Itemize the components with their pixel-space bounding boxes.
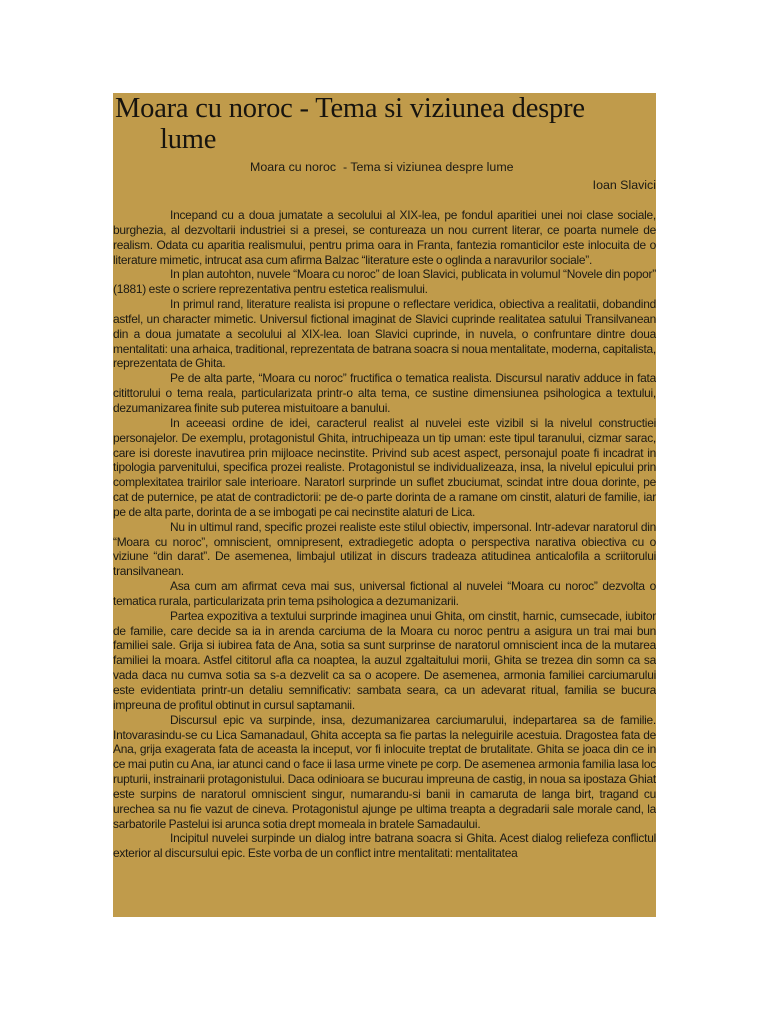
document-title-line-2: lume [160, 124, 217, 155]
document-title [113, 93, 656, 155]
paragraph: In primul rand, literature realista isi propune o reflectare veridica, obiectiva a realitatii, dobandind astfel, un character mimetic. Universul fictional imaginat de Slavici cuprinde realitatea satului Transilvanean din a doua jumatate a secolului al XIX-lea. Ioan Slavici cuprinde, in nuvela, o confruntare dintre doua mentalitati: una arhaica, traditional, reprezentata de batrana soacra si noua mentalitate, moderna, capitalista, reprezentata de Ghita. [113, 297, 656, 371]
document-title-line-1: Moara cu noroc - Tema si viziunea despre [115, 93, 585, 124]
document-page [113, 93, 656, 917]
paragraph: In plan autohton, nuvele “Moara cu noroc” de Ioan Slavici, publicata in volumul “Novele din popor” (1881) este o scriere reprezentativa pentru estetica realismului. [113, 267, 656, 297]
document-subtitle: Moara cu noroc - Tema si viziunea despre lume [250, 160, 514, 174]
paragraph: Nu in ultimul rand, specific prozei realiste este stilul obiectiv, impersonal. Intr-adevar naratorul din “Moara cu noroc”, omniscient, omnipresent, extradiegetic adopta o perspectiva narativa obiectiva cu o viziune “din darat”. De asemenea, limbajul utilizat in discurs tradeaza atitudinea anticalofila a scriitorului transilvanean. [113, 519, 656, 579]
paragraph: In aceeasi ordine de idei, caracterul realist al nuvelei este vizibil si la nivelul constructiei personajelor. De exemplu, protagonistul Ghita, intruchipeaza un tip uman: este tipul taranului, cizmar sarac, care isi doreste inavutirea prin mijloace necinstite. Privind sub acest aspect, personajul poate fi incadrat in tipologia parvenitului, specifica prozei realiste. Protagonistul se individualizeaza, insa, la nivelul epicului prin complexitatea trairilor sale interioare. Naratorl surprinde un suflet zbuciumat, scindat intre doua dorinte, pe cat de puternice, pe atat de contradictorii: pe de-o parte dorinta de a ramane om cinstit, alaturi de familie, iar pe de alta parte, dorinta de a se imbogati pe cai necinstite alaturi de Lica. [113, 415, 656, 519]
paragraph: Pe de alta parte, “Moara cu noroc” fructifica o tematica realista. Discursul narativ adduce in fata citittorului o tema reala, particularizata printr-o alta tema, ce sustine dimensiunea psihologica a textului, dezumanizarea finite sub puterea mistuitoare a banului. [113, 371, 656, 415]
document-author: Ioan Slavici [592, 178, 656, 192]
paragraph: Discursul epic va surpinde, insa, dezumanizarea carciumarului, indepartarea sa de familie. Intovarasindu-se cu Lica Samanadaul, Ghita accepta sa fie partas la neleguirile acestuia. Dragostea fata de Ana, grija exagerata fata de aceasta la inceput, vor fi inlocuite treptat de brutalitate. Ghita se joaca din ce in ce mai putin cu Ana, iar atunci cand o face ii lasa urme vinete pe corp. De asemenea armonia familia lasa loc rupturii, instrainarii protagonistului. Daca odinioara se bucurau impreuna de castig, in noua sa ipostaza Ghiat este surpins de naratorul omniscient singur, numarandu-si banii in camaruta de langa birt, tragand cu urechea sa nu fie vazut de cineva. Protagonistul ajunge pe ultima treapta a degradarii sale morale cand, la sarbatorile Pastelui isi arunca sotia drept momeala in bratele Samadaului. [113, 712, 656, 831]
paragraph: Partea expozitiva a textului surprinde imaginea unui Ghita, om cinstit, harnic, cumsecade, iubitor de familie, care decide sa ia in arenda carciuma de la Moara cu noroc pentru a asigura un trai mai bun familiei sale. Grija si iubirea fata de Ana, sotia sa sunt surprinse de naratorul omniscient inca de la mutarea familiei la moara. Astfel cititorul afla ca noaptea, la auzul zgaltaitului morii, Ghita se trezea din somn ca sa vada daca nu cumva sotia sa s-a dezvelit ca sa o acopere. De asemenea, armonia familiei carciumarului este evidentiata printr-un detaliu semnificativ: sambata seara, ca un adevarat ritual, familia se bucura impreuna de profitul obtinut in cursul saptamanii. [113, 608, 656, 712]
paragraph: Asa cum am afirmat ceva mai sus, universal fictional al nuvelei “Moara cu noroc” dezvolta o tematica rurala, particularizata prin tema psihologica a dezumanizarii. [113, 579, 656, 608]
paragraph: Incepand cu a doua jumatate a secolului al XIX-lea, pe fondul aparitiei unei noi clase sociale, burghezia, al dezvoltarii industriei si a presei, se contureaza un nou current literar, ce poarta numele de realism. Odata cu aparitia realismului, pentru prima oara in Franta, fantezia romanticilor este inlocuita de o literature mimetic, intrucat asa cum afirma Balzac “literature este o oglinda a naravurilor sociale”. [113, 208, 656, 267]
document-body [113, 208, 656, 861]
paragraph: Incipitul nuvelei surpinde un dialog intre batrana soacra si Ghita. Acest dialog reliefeza conflictul exterior al discursului epic. Este vorba de un conflict intre mentalitati: mentalitatea [113, 831, 656, 861]
